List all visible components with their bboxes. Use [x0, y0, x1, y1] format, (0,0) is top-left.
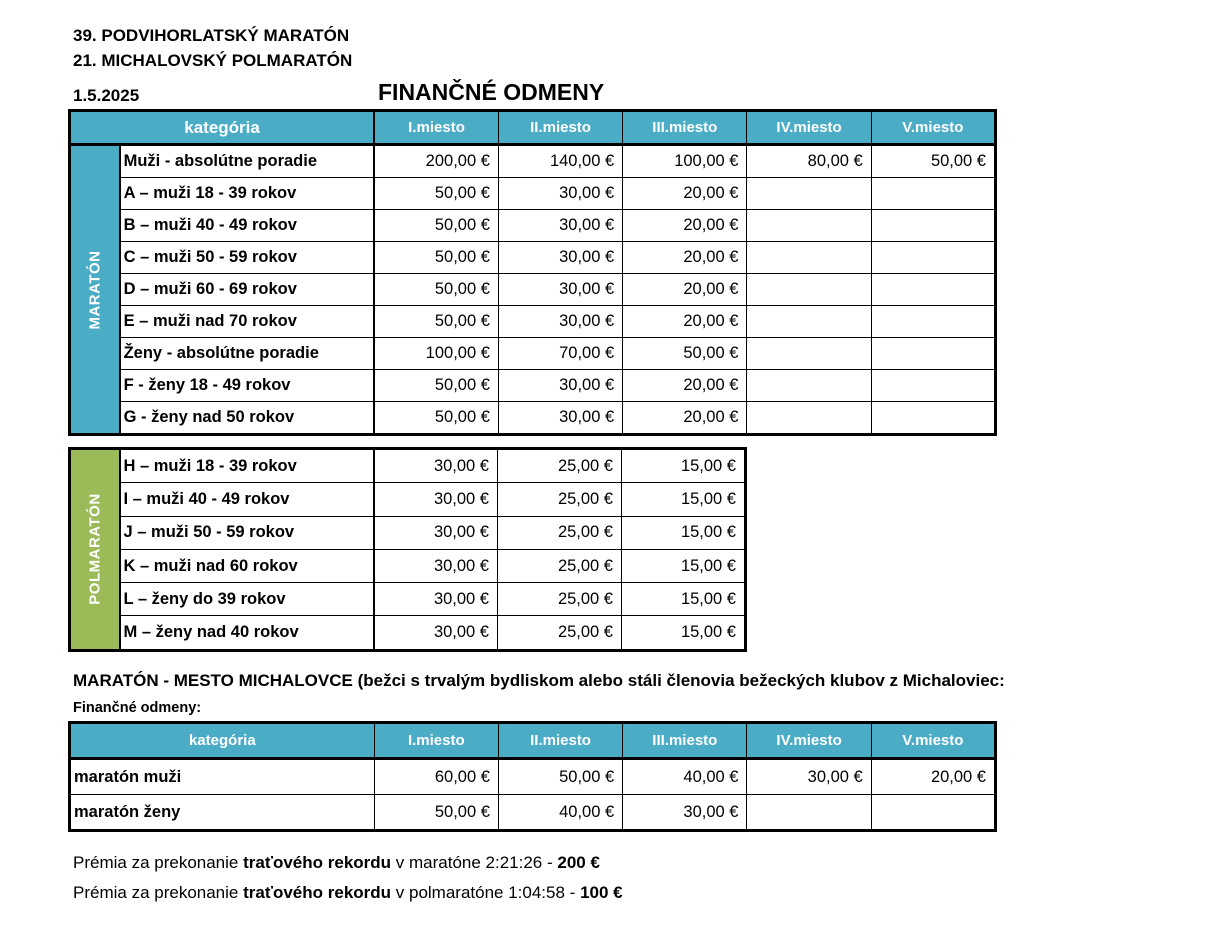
premium-half-marathon: [73, 883, 623, 903]
prize-value: [747, 402, 871, 435]
prize-value: 80,00 €: [747, 145, 871, 178]
header-line-1: 39. PODVIHORLATSKÝ MARATÓN: [73, 26, 350, 45]
table-row: [70, 483, 746, 516]
category-label: B – muži 40 - 49 rokov: [120, 210, 375, 242]
category-label: L – ženy do 39 rokov: [120, 583, 374, 616]
prize-value: [871, 178, 995, 210]
column-header-place: II.miesto: [498, 723, 622, 759]
header-date: 1.5.2025: [73, 86, 140, 105]
prize-value: [747, 795, 871, 831]
prize-value: [871, 402, 995, 435]
prize-value: 40,00 €: [498, 795, 622, 831]
prize-value: 50,00 €: [374, 274, 498, 306]
category-label: Ženy - absolútne poradie: [120, 338, 375, 370]
premium-text: v polmaratóne 1:04:58 -: [391, 883, 581, 902]
column-header-place: IV.miesto: [747, 111, 871, 145]
column-header-category: kategória: [70, 723, 375, 759]
prize-value: [747, 338, 871, 370]
prize-value: [747, 370, 871, 402]
city-section-heading: MARATÓN - MESTO MICHALOVCE (bežci s trvalým bydliskom alebo stáli členovia bežeckých klubov z Michaloviec:: [73, 671, 1005, 690]
prize-value: 50,00 €: [374, 370, 498, 402]
category-label: J – muži 50 - 59 rokov: [120, 516, 374, 549]
premium-bold-text: traťového rekordu: [243, 853, 392, 872]
prize-value: 50,00 €: [374, 242, 498, 274]
premium-amount: 100 €: [580, 883, 623, 902]
prize-value: 30,00 €: [374, 449, 498, 483]
prize-value: 20,00 €: [623, 242, 747, 274]
prize-value: 40,00 €: [623, 759, 747, 795]
prize-value: 25,00 €: [498, 516, 622, 549]
prize-value: 30,00 €: [374, 516, 498, 549]
prize-value: [871, 338, 995, 370]
table-row: [70, 795, 996, 831]
column-header-place: II.miesto: [498, 111, 622, 145]
group-label-half-marathon: [70, 449, 120, 651]
header-line-2: 21. MICHALOVSKÝ POLMARATÓN: [73, 51, 353, 70]
category-label: F - ženy 18 - 49 rokov: [120, 370, 375, 402]
prize-value: 50,00 €: [374, 402, 498, 435]
prize-value: 15,00 €: [622, 583, 746, 616]
category-label: C – muži 50 - 59 rokov: [120, 242, 375, 274]
column-header-place: V.miesto: [871, 111, 995, 145]
category-label: M – ženy nad 40 rokov: [120, 616, 374, 650]
prize-value: 100,00 €: [374, 338, 498, 370]
prize-value: 20,00 €: [623, 370, 747, 402]
half-marathon-table: [68, 447, 747, 652]
prize-value: 20,00 €: [623, 178, 747, 210]
column-header-place: III.miesto: [623, 111, 747, 145]
prize-value: [871, 210, 995, 242]
prize-value: [871, 242, 995, 274]
table-row: [70, 759, 996, 795]
prize-value: 30,00 €: [374, 583, 498, 616]
prize-value: 30,00 €: [374, 483, 498, 516]
prize-value: 60,00 €: [374, 759, 498, 795]
column-header-category: kategória: [70, 111, 375, 145]
category-label: G - ženy nad 50 rokov: [120, 402, 375, 435]
prize-value: 140,00 €: [498, 145, 622, 178]
table-row: [70, 338, 996, 370]
prize-value: 70,00 €: [498, 338, 622, 370]
category-label: I – muži 40 - 49 rokov: [120, 483, 374, 516]
prize-value: 25,00 €: [498, 583, 622, 616]
prize-value: 50,00 €: [498, 759, 622, 795]
city-section-subheading: Finančné odmeny:: [73, 700, 202, 716]
category-label: A – muži 18 - 39 rokov: [120, 178, 375, 210]
prize-value: 15,00 €: [622, 616, 746, 650]
category-label: maratón ženy: [70, 795, 375, 831]
prize-value: 15,00 €: [622, 549, 746, 582]
premium-marathon: [73, 853, 600, 873]
marathon-table: [68, 109, 997, 436]
prize-value: 30,00 €: [374, 549, 498, 582]
prize-value: 20,00 €: [623, 306, 747, 338]
prize-value: 50,00 €: [374, 178, 498, 210]
category-label: K – muži nad 60 rokov: [120, 549, 374, 582]
prize-value: [747, 274, 871, 306]
premium-text: Prémia za prekonanie: [73, 883, 244, 902]
category-label: E – muži nad 70 rokov: [120, 306, 375, 338]
table-row: [70, 616, 746, 650]
prize-value: [871, 370, 995, 402]
prize-value: 25,00 €: [498, 616, 622, 650]
prize-value: 30,00 €: [498, 274, 622, 306]
prize-value: 20,00 €: [623, 274, 747, 306]
table-row: [70, 402, 996, 435]
column-header-place: III.miesto: [623, 723, 747, 759]
category-label: maratón muži: [70, 759, 375, 795]
table-row: [70, 242, 996, 274]
prize-value: 100,00 €: [623, 145, 747, 178]
table-row: [70, 449, 746, 483]
page-title: FINANČNÉ ODMENY: [378, 79, 605, 105]
prize-value: [871, 306, 995, 338]
table-row: [70, 516, 746, 549]
prize-value: [871, 795, 995, 831]
table-row: [70, 210, 996, 242]
prize-value: 20,00 €: [623, 210, 747, 242]
category-label: D – muži 60 - 69 rokov: [120, 274, 375, 306]
table-row: [70, 145, 996, 178]
prize-value: 15,00 €: [622, 516, 746, 549]
prize-value: 50,00 €: [374, 795, 498, 831]
prize-value: [747, 242, 871, 274]
prize-value: 200,00 €: [374, 145, 498, 178]
category-label: H – muži 18 - 39 rokov: [120, 449, 374, 483]
column-header-place: IV.miesto: [747, 723, 871, 759]
prize-value: 50,00 €: [871, 145, 995, 178]
prize-value: 15,00 €: [622, 483, 746, 516]
prize-value: [747, 178, 871, 210]
category-label: Muži - absolútne poradie: [120, 145, 375, 178]
prize-value: 20,00 €: [623, 402, 747, 435]
table-row: [70, 583, 746, 616]
prize-value: 15,00 €: [622, 449, 746, 483]
table-row: [70, 306, 996, 338]
group-label-text: POLMARATÓN: [86, 493, 104, 606]
table-row: [70, 274, 996, 306]
prize-value: 50,00 €: [374, 210, 498, 242]
prize-value: 30,00 €: [498, 402, 622, 435]
prize-value: 25,00 €: [498, 449, 622, 483]
prize-value: 25,00 €: [498, 483, 622, 516]
column-header-place: I.miesto: [374, 723, 498, 759]
prize-value: 30,00 €: [498, 178, 622, 210]
prize-value: [747, 210, 871, 242]
premium-amount: 200 €: [557, 853, 600, 872]
prize-value: 30,00 €: [374, 616, 498, 650]
prize-value: 20,00 €: [871, 759, 995, 795]
premium-text: Prémia za prekonanie: [73, 853, 244, 872]
prize-value: [871, 274, 995, 306]
column-header-place: I.miesto: [374, 111, 498, 145]
prize-value: 30,00 €: [623, 795, 747, 831]
table-row: [70, 370, 996, 402]
premium-text: v maratóne 2:21:26 -: [391, 853, 558, 872]
prize-value: 50,00 €: [374, 306, 498, 338]
prize-value: 30,00 €: [498, 370, 622, 402]
prize-value: 30,00 €: [498, 306, 622, 338]
prize-value: 30,00 €: [747, 759, 871, 795]
city-table: [68, 721, 997, 832]
group-label-marathon: [70, 145, 120, 435]
group-label-text: MARATÓN: [86, 249, 104, 330]
table-row: [70, 549, 746, 582]
prize-value: 30,00 €: [498, 242, 622, 274]
prize-value: 25,00 €: [498, 549, 622, 582]
column-header-place: V.miesto: [871, 723, 995, 759]
premium-bold-text: traťového rekordu: [243, 883, 392, 902]
prize-value: [747, 306, 871, 338]
table-row: [70, 178, 996, 210]
prize-value: 30,00 €: [498, 210, 622, 242]
prize-value: 50,00 €: [623, 338, 747, 370]
